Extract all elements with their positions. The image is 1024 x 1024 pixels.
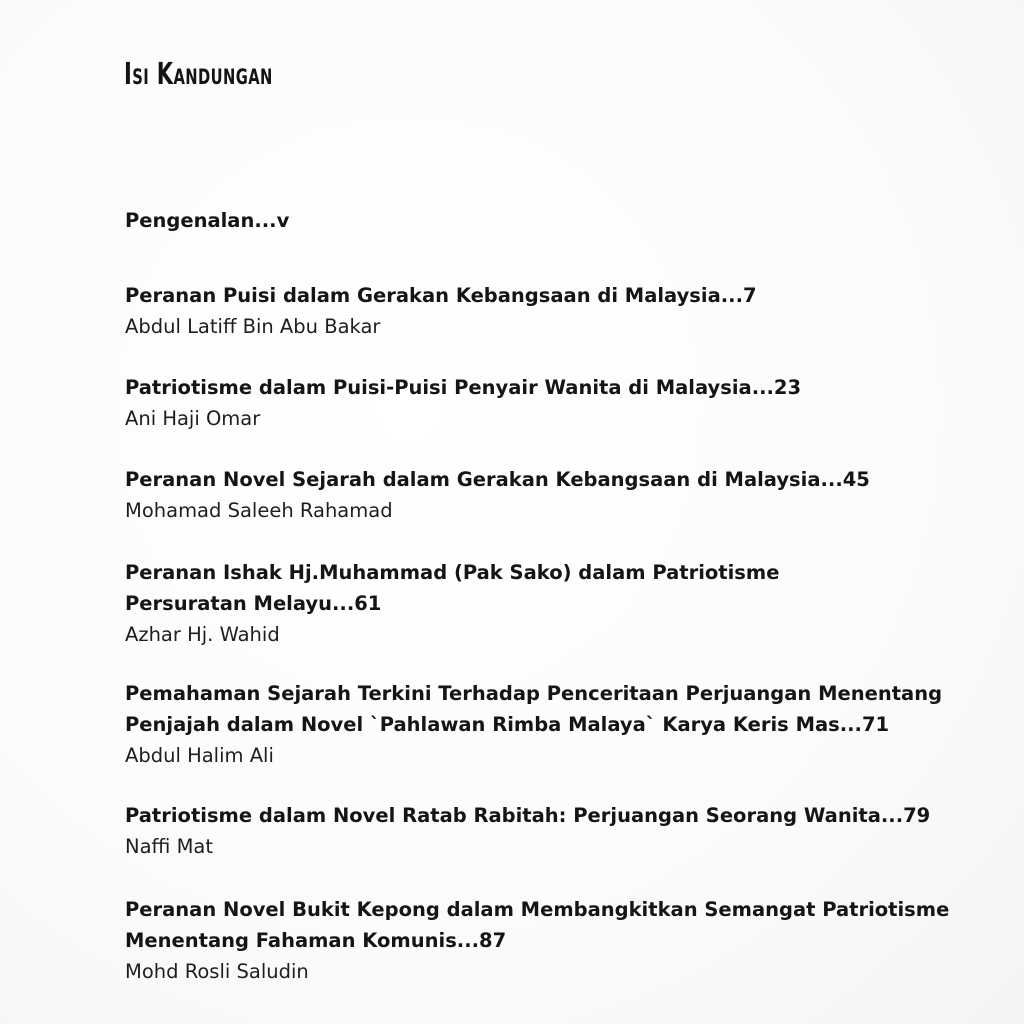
toc-entry-author: Naffi Mat [125, 835, 214, 858]
toc-entry-3 [125, 464, 985, 526]
toc-entry-title-line-2: Penjajah dalam Novel `Pahlawan Rimba Malaya` Karya Keris Mas...71 [125, 713, 890, 736]
page-title: Isi Kandungan [124, 57, 273, 92]
toc-entry-title: Peranan Novel Sejarah dalam Gerakan Kebangsaan di Malaysia...45 [125, 468, 870, 491]
toc-entry-pengenalan [125, 205, 985, 236]
toc-entry-title-line-2: Menentang Fahaman Komunis...87 [125, 929, 507, 952]
toc-entry-title-line-1: Peranan Novel Bukit Kepong dalam Membangkitkan Semangat Patriotisme [125, 898, 950, 921]
toc-entry-author: Ani Haji Omar [125, 407, 261, 430]
toc-entry-1 [125, 280, 985, 342]
toc-entry-author: Mohamad Saleeh Rahamad [125, 499, 393, 522]
toc-entry-7 [125, 894, 985, 987]
toc-entry-2 [125, 372, 985, 434]
toc-entry-author: Abdul Halim Ali [125, 744, 274, 767]
toc-entry-5 [125, 678, 985, 771]
toc-entry-4 [125, 557, 985, 650]
toc-entry-author: Mohd Rosli Saludin [125, 960, 309, 983]
toc-entry-6 [125, 800, 985, 862]
toc-entry-title: Peranan Puisi dalam Gerakan Kebangsaan di Malaysia...7 [125, 284, 757, 307]
toc-entry-title-line-1: Peranan Ishak Hj.Muhammad (Pak Sako) dalam Patriotisme [125, 561, 780, 584]
toc-entry-title-line-1: Pemahaman Sejarah Terkini Terhadap Penceritaan Perjuangan Menentang [125, 682, 943, 705]
toc-entry-title: Pengenalan...v [125, 209, 290, 232]
toc-entry-author: Azhar Hj. Wahid [125, 623, 280, 646]
toc-entry-title: Patriotisme dalam Puisi-Puisi Penyair Wanita di Malaysia...23 [125, 376, 802, 399]
toc-entry-title-line-2: Persuratan Melayu...61 [125, 592, 382, 615]
toc-entry-author: Abdul Latiff Bin Abu Bakar [125, 315, 381, 338]
toc-entry-title: Patriotisme dalam Novel Ratab Rabitah: Perjuangan Seorang Wanita...79 [125, 804, 931, 827]
